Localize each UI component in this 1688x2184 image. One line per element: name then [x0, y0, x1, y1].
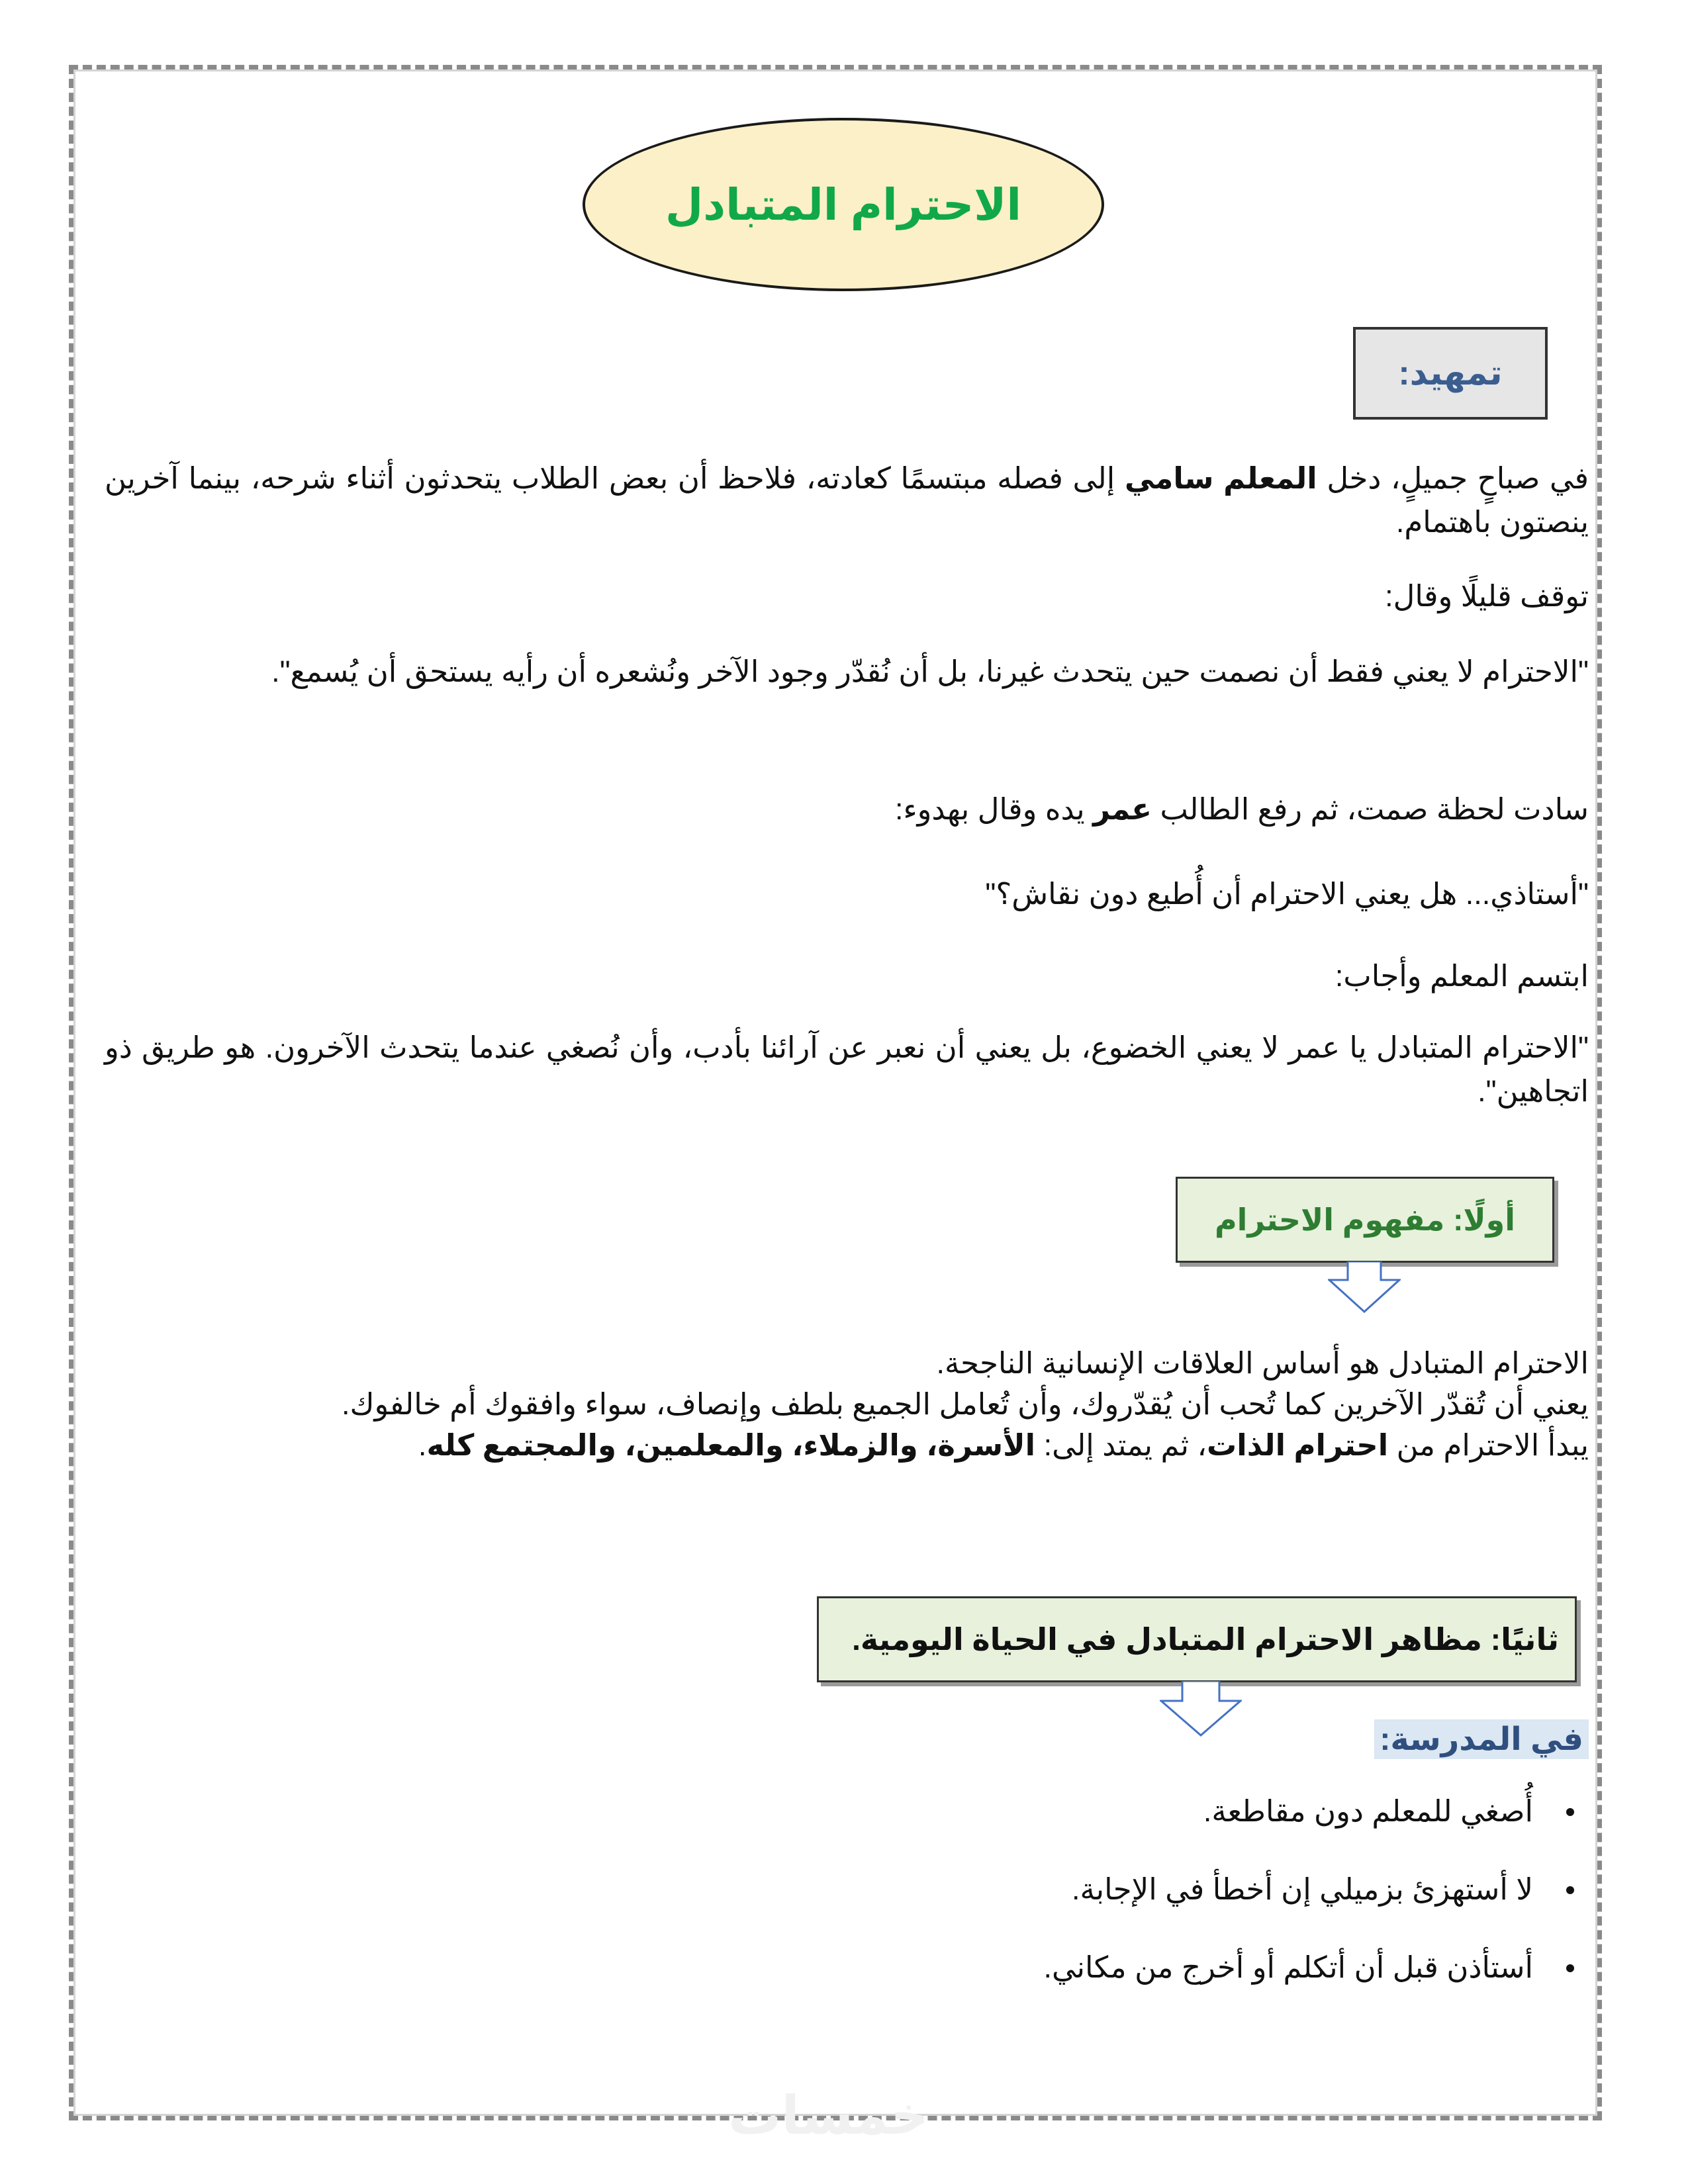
bullet-dot-icon — [1566, 1886, 1574, 1894]
story-paragraph-6: ابتسم المعلم وأجاب: — [1335, 959, 1589, 993]
title-ellipse — [583, 118, 1104, 291]
intro-label-box — [1353, 327, 1548, 420]
bullet-text: أستأذن قبل أن أتكلم أو أخرج من مكاني. — [1043, 1950, 1533, 1984]
section2-down-arrow — [1160, 1681, 1242, 1737]
bullet-dot-icon — [1566, 1964, 1574, 1972]
respect-circles: الأسرة، والزملاء، والمعلمين، والمجتمع كله — [426, 1428, 1036, 1462]
list-item — [1043, 1790, 1533, 1868]
bullet-text: أُصغي للمعلم دون مقاطعة. — [1203, 1794, 1533, 1828]
bullet-dot-icon — [1566, 1808, 1574, 1816]
list-item — [1043, 1868, 1533, 1946]
line3-text-c: ، ثم يمتد إلى: — [1035, 1428, 1207, 1462]
p1-teacher-name: المعلم سامي — [1124, 461, 1317, 495]
section1-heading-box — [1176, 1177, 1554, 1263]
school-subheading: في المدرسة: — [1374, 1719, 1589, 1759]
intro-label: تمهيد: — [1398, 354, 1503, 392]
student-question: "أستاذي... هل يعني الاحترام أن أُطيع دون نقاش؟" — [985, 877, 1589, 911]
section1-line-2: يعني أن تُقدّر الآخرين كما تُحب أن يُقدّروك، وأن تُعامل الجميع بلطف وإنصاف، سواء وافقوك أم خالفوك. — [341, 1387, 1589, 1421]
line3-text-a: يبدأ الاحترام من — [1388, 1428, 1589, 1462]
teacher-quote-1: "الاحترام لا يعني فقط أن نصمت حين يتحدث غيرنا، بل أن نُقدّر وجود الآخر ونُشعره أن رأيه يستحق أن يُسمع". — [271, 655, 1589, 688]
section1-down-arrow — [1328, 1261, 1401, 1313]
section1-line-3 — [105, 1426, 1589, 1465]
bullet-text: لا أستهزئ بزميلي إن أخطأ في الإجابة. — [1071, 1872, 1533, 1906]
p1-text-c: إلى فصله مبتسمًا كعادته، فلاحظ أن بعض الطلاب يتحدثون أثناء شرحه، بينما آخرين ينصتون باهتمام. — [105, 461, 1589, 539]
story-paragraph-4 — [105, 788, 1589, 831]
watermark: خمسات — [728, 2086, 929, 2145]
school-behaviors-list — [1043, 1790, 1533, 2024]
p1-text-a: في صباحٍ جميلٍ، دخل — [1317, 461, 1589, 495]
teacher-quote-2: "الاحترام المتبادل يا عمر لا يعني الخضوع، بل يعني أن نعبر عن آرائنا بأدب، وأن نُصغي عندما يتحدث الآخرون. هو طريق ذو اتجاهين". — [105, 1030, 1589, 1108]
section1-heading: أولًا: مفهوم الاحترام — [1214, 1203, 1516, 1237]
section2-heading: ثانيًا: مظاهر الاحترام المتبادل في الحياة اليومية. — [852, 1622, 1559, 1657]
student-name: عمر — [1093, 792, 1152, 826]
story-paragraph-2: توقف قليلًا وقال: — [1385, 579, 1589, 613]
story-paragraph-1 — [105, 457, 1589, 544]
page-title: الاحترام المتبادل — [665, 179, 1022, 229]
p4-text-c: يده وقال بهدوء: — [894, 792, 1094, 826]
line3-text-e: . — [418, 1428, 427, 1462]
self-respect: احترام الذات — [1207, 1428, 1389, 1462]
section1-line-1: الاحترام المتبادل هو أساس العلاقات الإنسانية الناجحة. — [936, 1346, 1589, 1380]
p4-text-a: سادت لحظة صمت، ثم رفع الطالب — [1152, 792, 1589, 826]
section2-heading-box — [817, 1596, 1577, 1682]
list-item — [1043, 1946, 1533, 2024]
